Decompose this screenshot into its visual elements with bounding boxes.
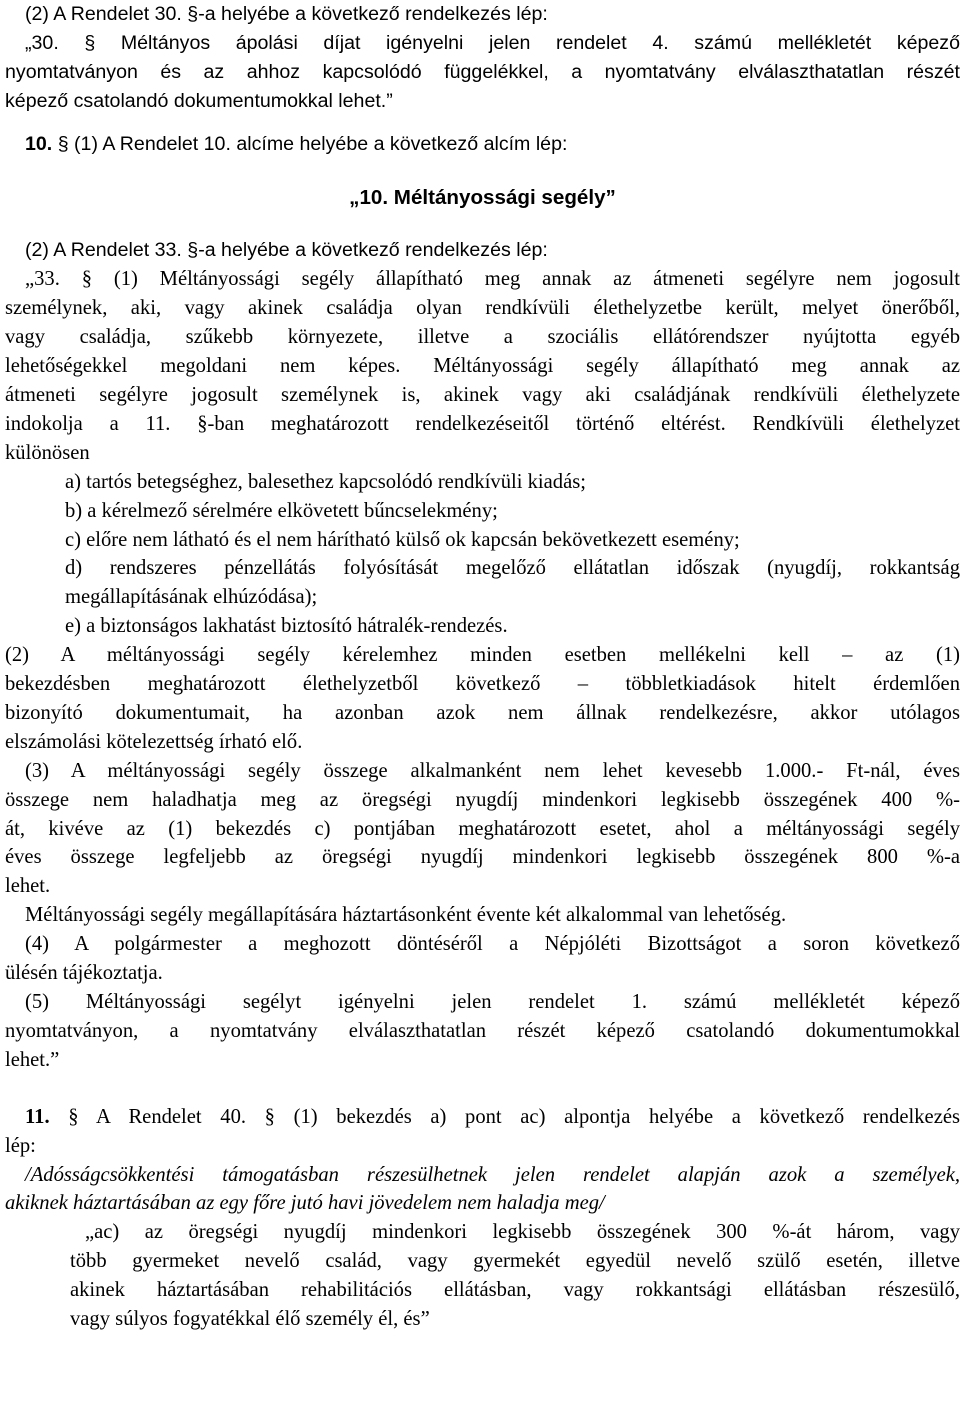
document-page [5,0,960,1334]
paragraph-line: éves összege legfeljebb az öregségi nyugdíj mindenkori legkisebb összegének 800 %-a [5,846,960,869]
paragraph-line: indokolja a 11. §-ban meghatározott rendelkezéseitől történő eltérést. Rendkívüli élethelyzet [5,412,960,435]
paragraph-line: lép: [5,1134,36,1157]
paragraph-line: személynek, aki, vagy akinek családja olyan rendkívüli élethelyzetbe került, melyet önerőből, [5,297,960,320]
paragraph-line: (5) Méltányossági segélyt igényelni jelen rendelet 1. számú mellékletét képező [25,991,960,1013]
section-number: 10. [25,132,53,155]
list-item: e) a biztonságos lakhatást biztosító hátralék-rendezés. [65,615,508,638]
paragraph-line: bizonyító dokumentumait, ha azonban azok nem állnak rendelkezésre, akkor utólagos [5,701,960,724]
section-title: 10. § (1) A Rendelet 10. alcíme helyébe a következő alcím lép: [25,132,568,155]
list-item: több gyermeket nevelő család, vagy gyermekét egyedül nevelő szülő esetén, illetve [70,1250,960,1273]
paragraph-line: elszámolási kötelezettség írható elő. [5,730,303,753]
paragraph-line: különösen [5,441,90,464]
paragraph-line: Méltányossági segély megállapítására háztartásonként évente két alkalommal van lehetőség. [25,904,787,927]
paragraph-line: vagy családja, szűkebb környezete, illetve a szociális ellátórendszer nyújtotta egyéb [5,326,960,349]
paragraph-line: lehet. [5,875,51,898]
paragraph-line: képező csatolandó dokumentumokkal lehet.” [5,89,393,112]
paragraph-line: „33. § (1) Méltányossági segély állapítható meg annak az átmeneti segélyre nem jogosult [25,268,960,291]
list-item: a) tartós betegséghez, balesethez kapcsolódó rendkívüli kiadás; [65,470,586,493]
paragraph-line: lehetőségekkel megoldani nem képes. Méltányossági segély állapítható meg annak az [5,355,960,378]
paragraph-line: nyomtatványon és az ahhoz kapcsolódó függelékkel, a nyomtatvány elválaszthatatlan részét [5,60,960,83]
paragraph-line: nyomtatványon, a nyomtatvány elválaszthatatlan részét képező csatolandó dokumentumokkal [5,1019,960,1042]
amendment-line: (2) A Rendelet 33. §-a helyébe a következő rendelkezés lép: [25,239,548,262]
subsection-heading: „10. Méltányossági segély” [349,185,616,209]
paragraph-line: (2) A méltányossági segély kérelemhez minden esetben mellékelni kell – az (1) [5,644,960,667]
paragraph-line: átmeneti segélyre jogosult személynek is, akinek vagy aki családjának rendkívüli élethelyzete [5,383,960,406]
list-item: c) előre nem látható és el nem hárítható külső ok kapcsán bekövetkezett esemény; [65,528,740,551]
paragraph-line: át, kivéve az (1) bekezdés c) pontjában meghatározott esetet, ahol a méltányossági segély [5,817,960,840]
italic-line: akiknek háztartásában az egy főre jutó havi jövedelem nem haladja meg/ [5,1192,605,1215]
paragraph-line: lehet.” [5,1048,60,1071]
section-title: 11. § A Rendelet 40. § (1) bekezdés a) pont ac) alpontja helyébe a következő rendelkezés [25,1105,960,1128]
paragraph-line: bekezdésben meghatározott élethelyzetből következő – többletkiadások hitelt érdemlően [5,673,960,696]
section-number: 11. [25,1105,50,1128]
paragraph-line: (4) A polgármester a meghozott döntéséről a Népjóléti Bizottságot a soron következő [25,933,960,956]
list-item: d) rendszeres pénzellátás folyósítását megelőző ellátatlan időszak (nyugdíj, rokkantság [65,557,960,580]
italic-line: /Adósságcsökkentési támogatásban részesülhetnek jelen rendelet alapján azok a személyek, [25,1163,960,1186]
list-item: megállapításának elhúzódása); [65,586,318,609]
paragraph-line: összege nem haladhatja meg az öregségi nyugdíj mindenkori legkisebb összegének 400 %- [5,788,960,811]
paragraph-line: (3) A méltányossági segély összege alkalmanként nem lehet kevesebb 1.000.- Ft-nál, éves [25,759,960,782]
amendment-line: (2) A Rendelet 30. §-a helyébe a következő rendelkezés lép: [25,3,548,25]
paragraph-line: „30. § Méltányos ápolási díjat igényelni jelen rendelet 4. számú mellékletét képező [25,31,960,54]
list-item: akinek háztartásában rehabilitációs ellátásban, vagy rokkantsági ellátásban részesülő, [70,1279,960,1302]
list-item: b) a kérelmező sérelmére elkövetett bűncselekmény; [65,499,498,522]
paragraph-line: ülésén tájékoztatja. [5,962,163,985]
list-item: vagy súlyos fogyatékkal élő személy él, és” [70,1308,430,1331]
list-item: „ac) az öregségi nyugdíj mindenkori legkisebb összegének 300 %-át három, vagy [85,1221,960,1244]
